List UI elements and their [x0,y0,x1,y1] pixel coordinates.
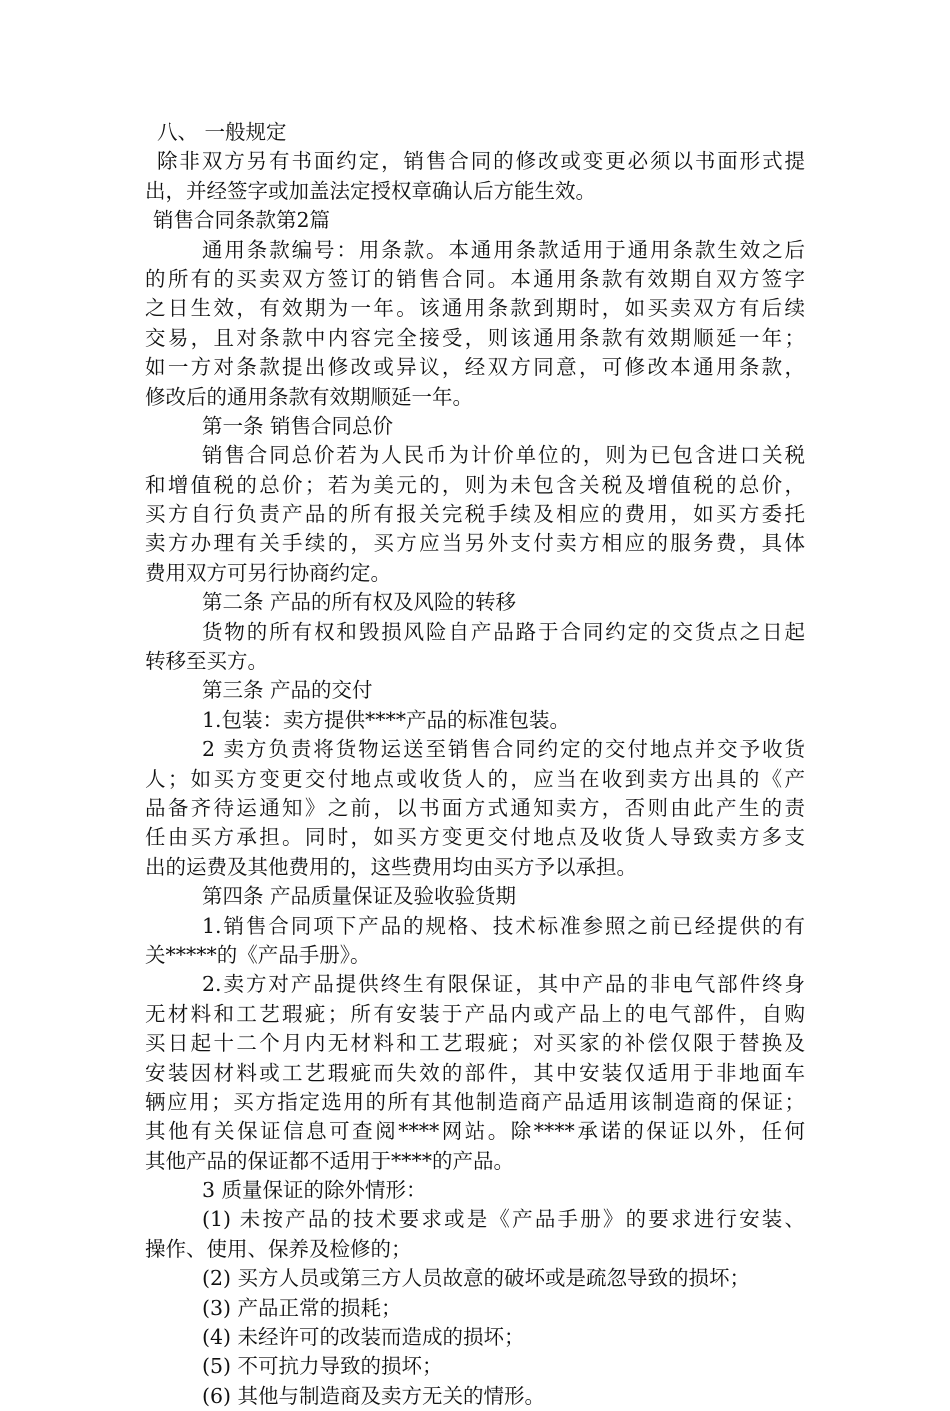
paragraph-line: 买日起十二个月内无材料和工艺瑕疵；对买家的补偿仅限于替换及 [145,1031,805,1056]
paragraph-line: 买方自行负责产品的所有报关完税手续及相应的费用，如买方委托 [145,502,805,527]
paragraph-line: 2.卖方对产品提供终生有限保证，其中产品的非电气部件终身 [202,972,805,997]
paragraph-line: 出的运费及其他费用的，这些费用均由买方予以承担。 [145,854,637,879]
paragraph-line: 其他产品的保证都不适用于****的产品。 [145,1148,514,1173]
article-heading: 第一条 销售合同总价 [202,413,394,438]
paragraph-line: 销售合同总价若为人民币为计价单位的，则为已包含进口关税 [202,443,805,468]
list-item: (1) 未按产品的技术要求或是《产品手册》的要求进行安装、 [202,1207,805,1232]
paragraph-line: 无材料和工艺瑕疵；所有安装于产品内或产品上的电气部件，自购 [145,1001,805,1026]
paragraph-line: 费用双方可另行协商约定。 [145,560,391,585]
article-heading: 第四条 产品质量保证及验收验货期 [202,884,517,909]
paragraph-line: 卖方办理有关手续的，买方应当另外支付卖方相应的服务费，具体 [145,531,805,556]
document-body [145,118,805,1411]
list-item: (5) 不可抗力导致的损坏； [202,1354,443,1379]
article-heading: 第三条 产品的交付 [202,678,373,703]
list-item: (3) 产品正常的损耗； [202,1295,402,1320]
paragraph-line: 转移至买方。 [145,649,268,674]
paragraph-line: 通用条款编号：用条款。本通用条款适用于通用条款生效之后 [202,237,805,262]
list-item: (4) 未经许可的改装而造成的损坏； [202,1325,525,1350]
list-item: (2) 买方人员或第三方人员故意的破坏或是疏忽导致的损坏； [202,1266,751,1291]
paragraph-line: 其他有关保证信息可查阅****网站。除****承诺的保证以外，任何 [145,1119,805,1144]
paragraph-line: 任由买方承担。同时，如买方变更交付地点及收货人导致卖方多支 [145,825,805,850]
list-item: (6) 其他与制造商及卖方无关的情形。 [202,1383,546,1408]
paragraph-line: 2 卖方负责将货物运送至销售合同约定的交付地点并交予收货 [202,737,805,762]
paragraph-line: 如一方对条款提出修改或异议，经双方同意，可修改本通用条款， [145,355,805,380]
section-heading: 八、 一般规定 [157,120,287,144]
list-item: 操作、使用、保养及检修的； [145,1236,412,1261]
paragraph-line: 3 质量保证的除外情形： [202,1178,427,1203]
paragraph-line: 安装因材料或工艺瑕疵而失效的部件，其中安装仅适用于非地面车 [145,1060,805,1085]
paragraph-line: 交易，且对条款中内容完全接受，则该通用条款有效期顺延一年； [145,325,805,350]
paragraph-line: 关*****的《产品手册》。 [145,942,371,967]
section-heading: 销售合同条款第2篇 [153,208,331,233]
paragraph-line: 辆应用；买方指定选用的所有其他制造商产品适用该制造商的保证； [145,1089,805,1114]
paragraph-line: 除非双方另有书面约定，销售合同的修改或变更必须以书面形式提 [157,149,805,174]
paragraph-line: 1.包装：卖方提供****产品的标准包装。 [202,707,571,732]
paragraph-line: 和增值税的总价；若为美元的，则为未包含关税及增值税的总价， [145,472,805,497]
article-heading: 第二条 产品的所有权及风险的转移 [202,590,517,615]
paragraph-line: 修改后的通用条款有效期顺延一年。 [145,384,473,409]
paragraph-line: 品备齐待运通知》之前，以书面方式通知卖方，否则由此产生的责 [145,795,805,820]
paragraph-line: 之日生效，有效期为一年。该通用条款到期时，如买卖双方有后续 [145,296,805,321]
paragraph-line: 人；如买方变更交付地点或收货人的，应当在收到卖方出具的《产 [145,766,805,791]
paragraph-line: 出，并经签字或加盖法定授权章确认后方能生效。 [145,178,596,203]
paragraph-line: 货物的所有权和毁损风险自产品路于合同约定的交货点之日起 [202,619,805,644]
paragraph-line: 的所有的买卖双方签订的销售合同。本通用条款有效期自双方签字 [145,266,805,291]
paragraph-line: 1.销售合同项下产品的规格、技术标准参照之前已经提供的有 [202,913,805,938]
